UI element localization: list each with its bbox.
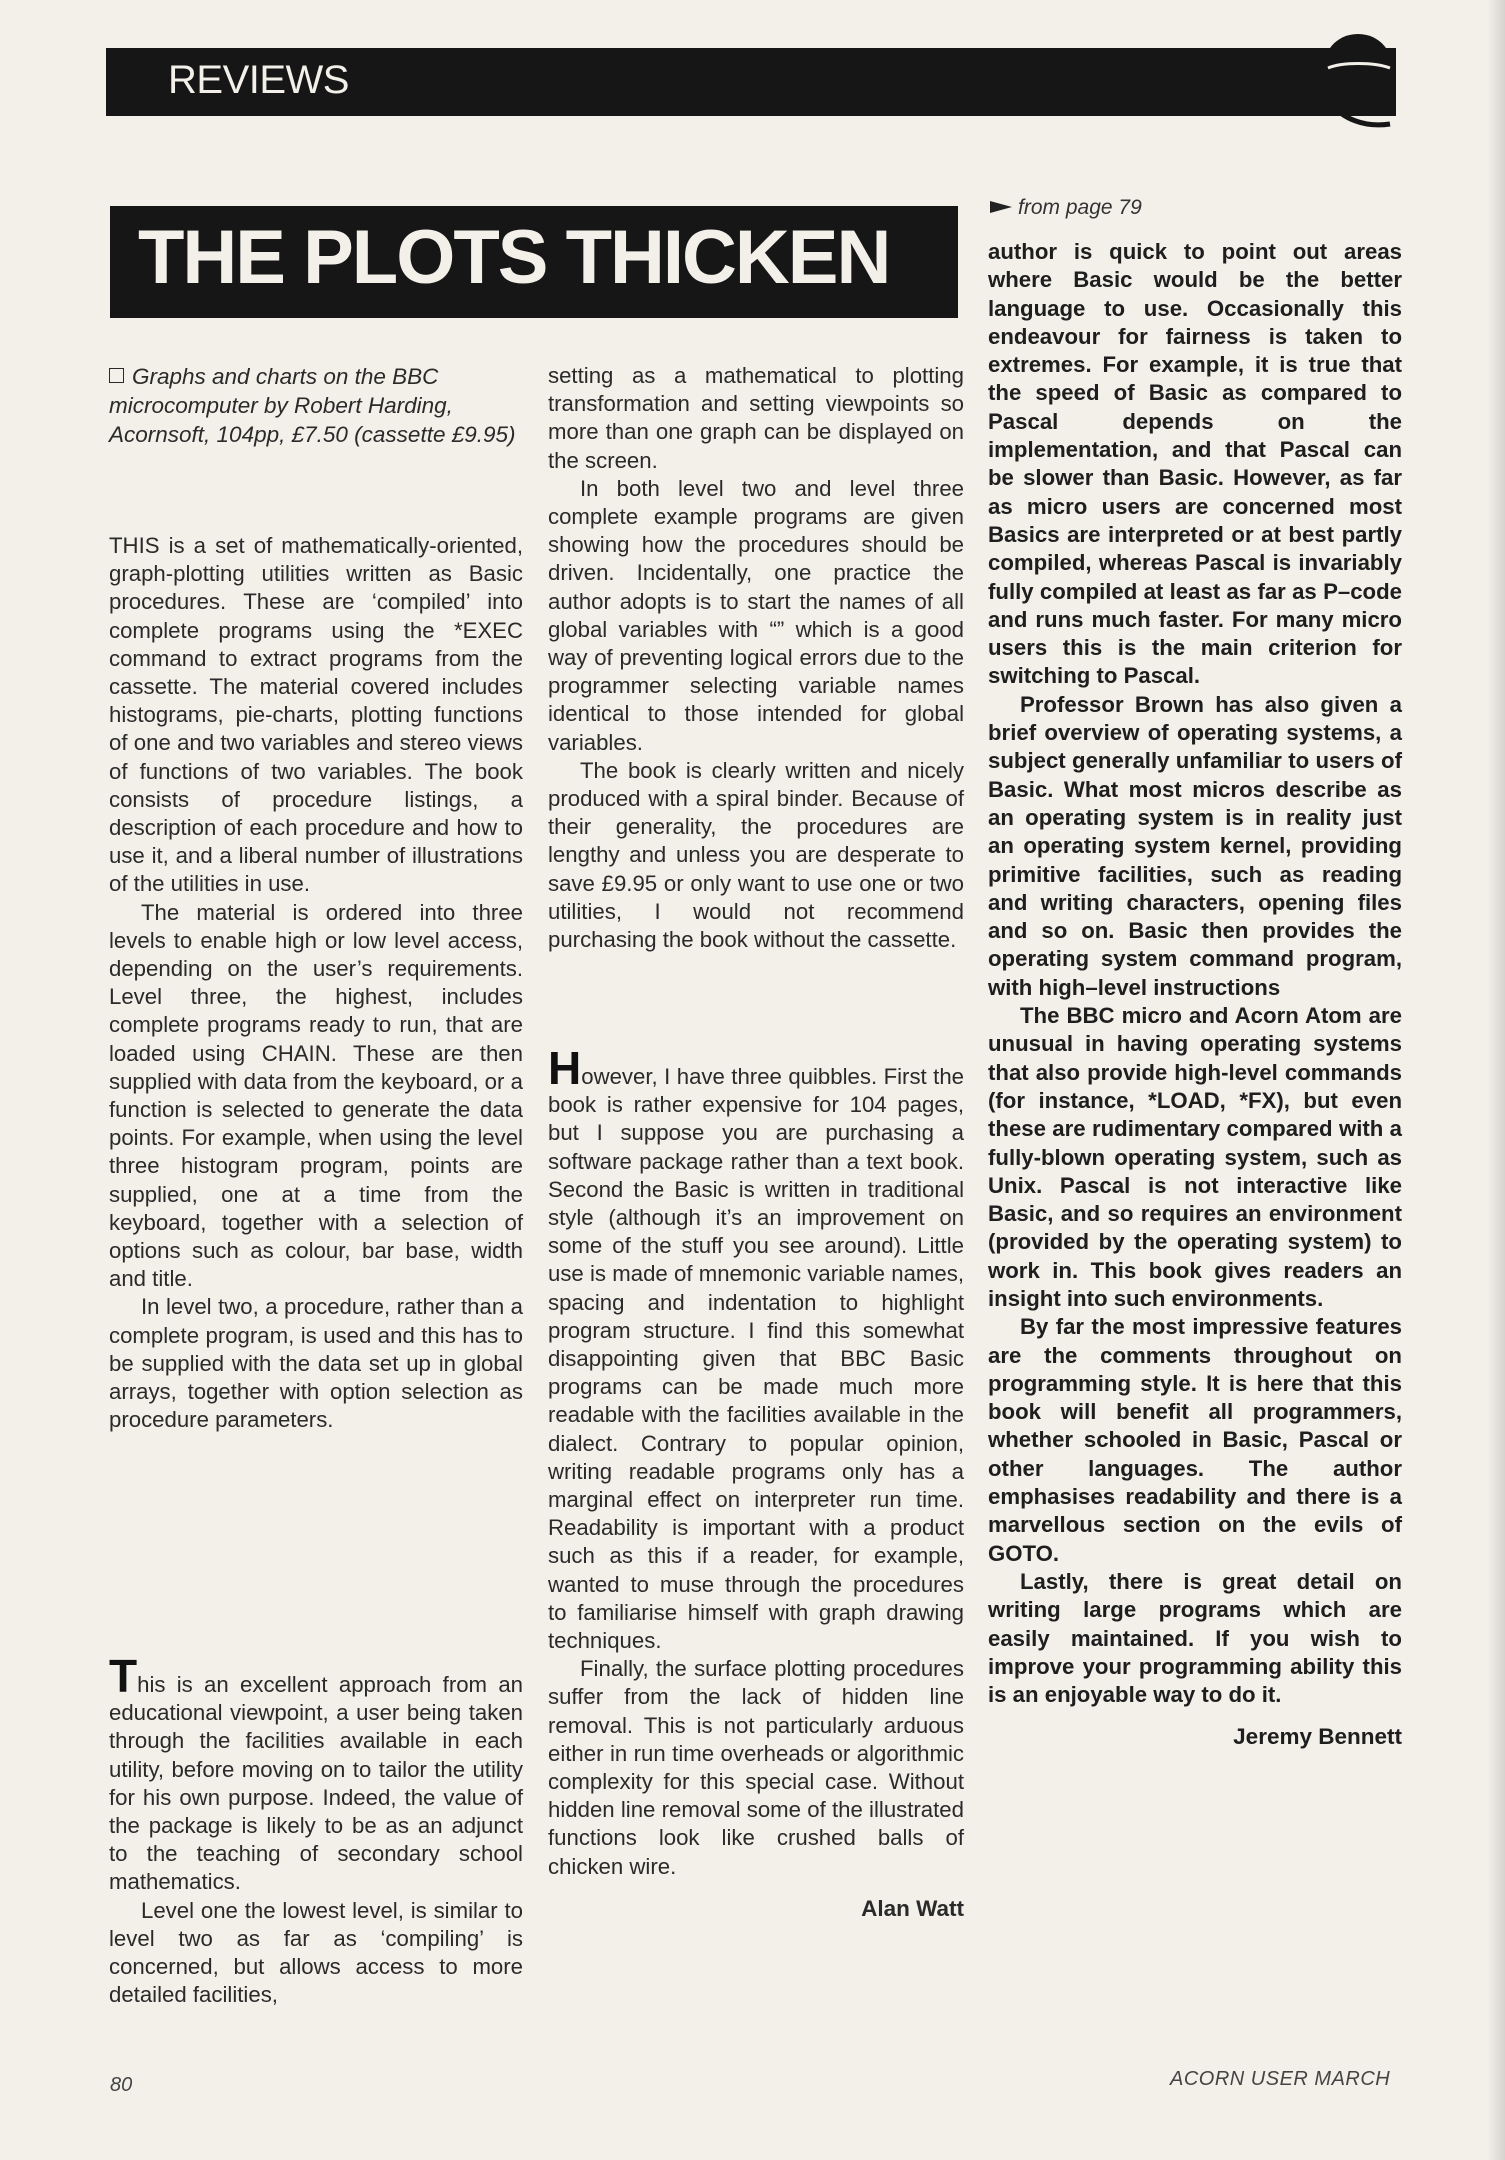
paragraph: The book is clearly written and nicely produced with a spiral binder. Because of their generality, the procedures are lengthy and unless you are desperate to save £9.95 or only want to use one or two utilities, I would not recommend purchasing the book without the cassette. xyxy=(548,757,964,953)
paragraph: In level two, a procedure, rather than a complete program, is used and this has to be supplied with the data set up in global arrays, together with option selection as procedure parameters. xyxy=(109,1294,523,1433)
paragraph: In both level two and level three complete example programs are given showing how the procedures should be driven. Incidentally, one practice the author adopts is to start the names of all global variables with “” which is a good way of preventing logical errors due to the programmer selecting variable names identical to those intended for global variables. xyxy=(548,475,964,755)
acorn-logo-icon xyxy=(1318,28,1398,140)
section-banner xyxy=(106,48,1396,116)
publication-footer: ACORN USER MARCH xyxy=(1170,2068,1391,2090)
paragraph: Finally, the surface plotting procedures suffer from the lack of hidden line removal. This is not particularly arduous either in run time overheads or algorithmic complexity for this special case. Without hidden line removal some of the illustrated functions look like crushed balls of chicken wire. xyxy=(548,1656,964,1879)
column-1-body-continued xyxy=(109,1650,523,2009)
page-number: 80 xyxy=(110,2074,133,2096)
headline: THE PLOTS THICKEN xyxy=(138,215,890,300)
paragraph: THIS is a set of mathematically-oriented, graph-plotting utilities written as Basic procedures. These are ‘compiled’ into complete programs using the *EXEC command to extract programs from the cassette. The material covered includes histograms, pie-charts, plotting functions of one and two variables and stereo views of functions of two variables. The book consists of procedure listings, a description of each procedure and how to use it, and a liberal number of illustrations of the utilities in use. xyxy=(109,533,523,897)
column-3 xyxy=(988,238,1402,1752)
continued-from: from page 79 xyxy=(990,196,1142,220)
book-credit: Graphs and charts on the BBC microcomputer by Robert Harding, Acornsoft, 104pp, £7.50 (cassette £9.95) xyxy=(109,364,516,447)
paragraph: By far the most impressive features are the comments throughout on programming style. It is here that this book will benefit all programmers, whether schooled in Basic, Pascal or other languages. The author emphasises readability and there is a marvellous section on the evils of GOTO. xyxy=(988,1314,1402,1566)
arrow-right-icon xyxy=(990,201,1012,213)
paragraph: Professor Brown has also given a brief overview of operating systems, a subject generally unfamiliar to users of Basic. What most micros describe as an operating system is in reality just an operating system kernel, providing primitive facilities, such as reading and writing characters, opening files and so on. Basic then provides the operating system command program, with high–level instructions xyxy=(988,691,1402,1000)
column-1 xyxy=(109,362,523,449)
paragraph: This is an excellent approach from an educational viewpoint, a user being taken through the facilities available in each utility, before moving on to tailor the utility for his own purpose. Indeed, the value of the package is likely to be as an adjunct to the teaching of secondary school mathematics. xyxy=(109,1650,523,1895)
paragraph: author is quick to point out areas where Basic would be the better language to use. Occasionally this endeavour for fairness is taken to extremes. For example, it is true that the speed of Basic as compared to Pascal depends on the implementation, and that Pascal can be slower than Basic. However, as far as micro users are concerned most Basics are interpreted or at best partly compiled, whereas Pascal is invariably fully compiled at least as far as P–code and runs much faster. For many micro users this is the main criterion for switching to Pascal. xyxy=(988,239,1402,689)
column-2 xyxy=(548,362,964,954)
paragraph: However, I have three quibbles. First the book is rather expensive for 104 pages, but I suppose you are purchasing a software package rather than a text book. Second the Basic is written in traditional style (although it’s an improvement on some of the stuff you see around). Little use is made of mnemonic variable names, spacing and indentation to highlight program structure. I find this somewhat disappointing given that BBC Basic programs can be made much more readable with the facilities available in the dialect. Contrary to popular opinion, writing readable programs only has a marginal effect on interpreter run time. Readability is important with a product such as this if a reader, for example, wanted to muse through the procedures to familiarise himself with graph drawing techniques. xyxy=(548,1042,964,1654)
section-label: REVIEWS xyxy=(168,58,349,102)
paragraph: The BBC micro and Acorn Atom are unusual in having operating systems that also provide high-level commands (for instance, *LOAD, *FX), but even these are rudimentary compared with a fully-blown operating system, such as Unix. Pascal is not interactive like Basic, and so requires an environment (provided by the operating system) to work in. This book gives readers an insight into such environments. xyxy=(988,1003,1402,1311)
drop-cap: H xyxy=(548,1042,582,1094)
signature: Alan Watt xyxy=(861,1895,964,1921)
paragraph: Lastly, there is great detail on writing large programs which are easily maintained. If you wish to improve your programming ability this is an enjoyable way to do it. xyxy=(988,1568,1402,1708)
signature: Jeremy Bennett xyxy=(1233,1724,1402,1750)
headline-box xyxy=(110,206,958,318)
paragraph: setting as a mathematical to plotting transformation and setting viewpoints so more than one graph can be displayed on the screen. xyxy=(548,363,964,473)
column-1-body xyxy=(109,532,523,1435)
column-2-body-continued xyxy=(548,1042,964,1923)
bullet-box-icon xyxy=(109,368,124,383)
paragraph: The material is ordered into three levels to enable high or low level access, depending on the user’s requirements. Level three, the highest, includes complete programs ready to run, that are loaded using CHAIN. These are then supplied with data from the keyboard, or a function is selected to generate the data points. For example, when using the level three histogram program, points are supplied, one at a time from the keyboard, together with a selection of options such as colour, bar base, width and title. xyxy=(109,899,523,1292)
page-edge xyxy=(1487,0,1505,2160)
paragraph: Level one the lowest level, is similar to level two as far as ‘compiling’ is concerned, but allows access to more detailed facilities, xyxy=(109,1897,523,2008)
drop-cap: T xyxy=(109,1650,138,1702)
